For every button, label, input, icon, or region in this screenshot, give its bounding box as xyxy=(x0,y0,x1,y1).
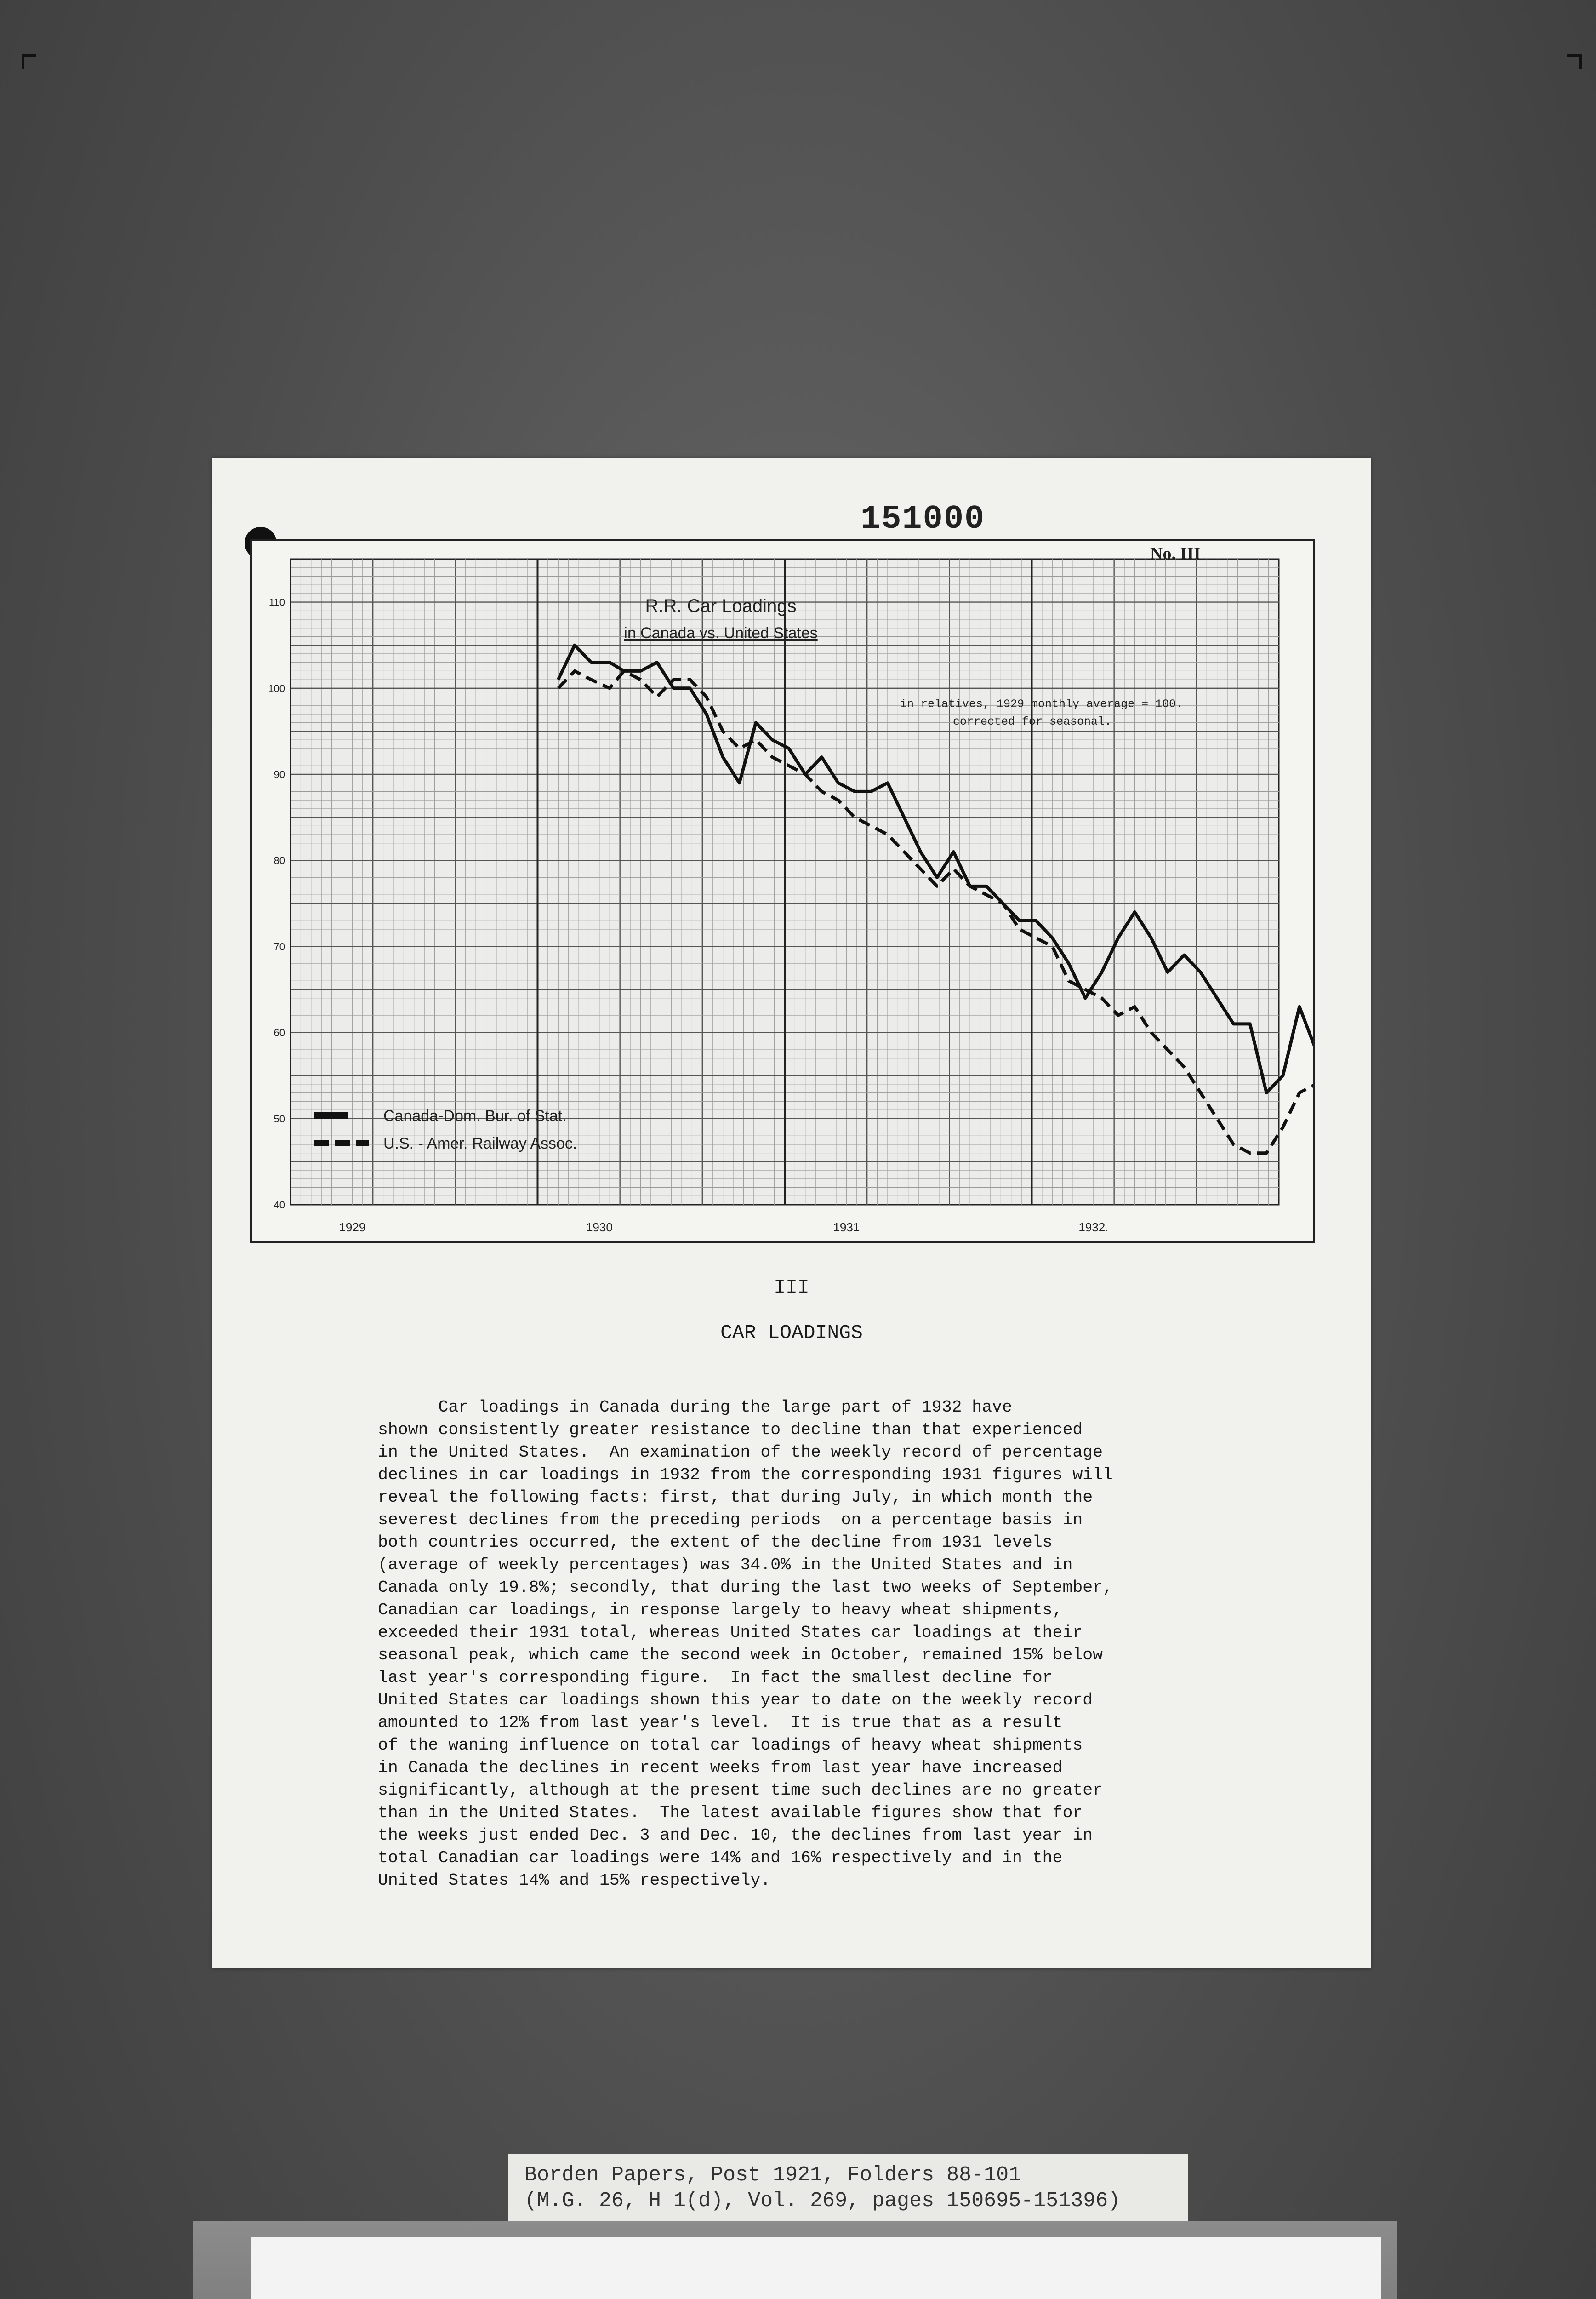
body-line: the weeks just ended Dec. 3 and Dec. 10, the declines from last year in xyxy=(378,1826,1093,1845)
body-line: reveal the following facts: first, that during July, in which month the xyxy=(378,1488,1093,1507)
body-line: United States car loadings shown this year to date on the weekly record xyxy=(378,1691,1093,1710)
y-axis xyxy=(268,597,285,1211)
section-title: CAR LOADINGS xyxy=(720,1321,863,1344)
legend-label-canada: Canada-Dom. Bur. of Stat. xyxy=(383,1107,567,1125)
y-tick-label: 80 xyxy=(274,855,285,867)
archive-stamp-card xyxy=(251,2237,1381,2299)
plate-number: No. III xyxy=(1150,544,1201,563)
y-tick-label: 110 xyxy=(268,596,285,608)
x-tick-label: 1932. xyxy=(1078,1220,1109,1234)
x-axis xyxy=(339,1220,1108,1234)
body-line: of the waning influence on total car loadings of heavy wheat shipments xyxy=(378,1736,1083,1755)
y-tick-label: 50 xyxy=(274,1113,285,1125)
source-line-2: (M.G. 26, H 1(d), Vol. 269, pages 150695-151396) xyxy=(524,2189,1121,2213)
body-line: Car loadings in Canada during the large part of 1932 have xyxy=(378,1398,1012,1417)
x-tick-label: 1931 xyxy=(833,1220,860,1234)
chart-note-line-2: corrected for seasonal. xyxy=(953,715,1112,728)
body-line: seasonal peak, which came the second week in October, remained 15% below xyxy=(378,1646,1103,1664)
source-label xyxy=(508,2154,1188,2228)
chart-note-line-1: in relatives, 1929 monthly average = 100. xyxy=(900,698,1183,711)
chart-title: R.R. Car Loadings xyxy=(645,596,797,616)
folio-number: 151000 xyxy=(861,500,986,538)
body-line: amounted to 12% from last year's level. It is true that as a result xyxy=(378,1713,1063,1732)
body-line: last year's corresponding figure. In fact the smallest decline for xyxy=(378,1668,1053,1687)
body-line: Canadian car loadings, in response largely to heavy wheat shipments, xyxy=(378,1601,1063,1619)
y-tick-label: 70 xyxy=(274,941,285,953)
legend-label-us: U.S. - Amer. Railway Assoc. xyxy=(383,1135,577,1152)
body-line: than in the United States. The latest available figures show that for xyxy=(378,1803,1083,1822)
body-line: United States 14% and 15% respectively. xyxy=(378,1871,771,1890)
y-tick-label: 40 xyxy=(274,1199,285,1211)
body-line: in Canada the declines in recent weeks from last year have increased xyxy=(378,1758,1063,1777)
chart-frame xyxy=(250,539,1315,1243)
body-line: significantly, although at the present time such declines are no greater xyxy=(378,1781,1103,1800)
source-line-1: Borden Papers, Post 1921, Folders 88-101 xyxy=(524,2163,1021,2187)
x-tick-label: 1929 xyxy=(339,1220,366,1234)
y-tick-label: 60 xyxy=(274,1027,285,1039)
car-loadings-chart xyxy=(252,541,1313,1241)
chart-subtitle: in Canada vs. United States xyxy=(624,624,818,642)
section-number: III xyxy=(774,1276,809,1299)
body-line: in the United States. An examination of the weekly record of percentage xyxy=(378,1443,1103,1462)
body-line: (average of weekly percentages) was 34.0% in the United States and in xyxy=(378,1556,1073,1574)
body-line: severest declines from the preceding periods on a percentage basis in xyxy=(378,1510,1083,1529)
frame-corner-mark xyxy=(22,54,36,69)
x-tick-label: 1930 xyxy=(586,1220,613,1234)
body-line: shown consistently greater resistance to decline than that experienced xyxy=(378,1420,1083,1439)
y-tick-label: 100 xyxy=(268,682,285,694)
body-line: both countries occurred, the extent of the decline from 1931 levels xyxy=(378,1533,1053,1552)
y-tick-label: 90 xyxy=(274,769,285,780)
frame-corner-mark xyxy=(1568,54,1582,69)
body-line: exceeded their 1931 total, whereas United States car loadings at their xyxy=(378,1623,1083,1642)
body-paragraph xyxy=(378,1396,1214,1892)
document-page xyxy=(212,458,1371,1968)
body-line: declines in car loadings in 1932 from the corresponding 1931 figures will xyxy=(378,1465,1113,1484)
body-line: Canada only 19.8%; secondly, that during the last two weeks of September, xyxy=(378,1578,1113,1597)
body-line: total Canadian car loadings were 14% and 16% respectively and in the xyxy=(378,1848,1063,1867)
